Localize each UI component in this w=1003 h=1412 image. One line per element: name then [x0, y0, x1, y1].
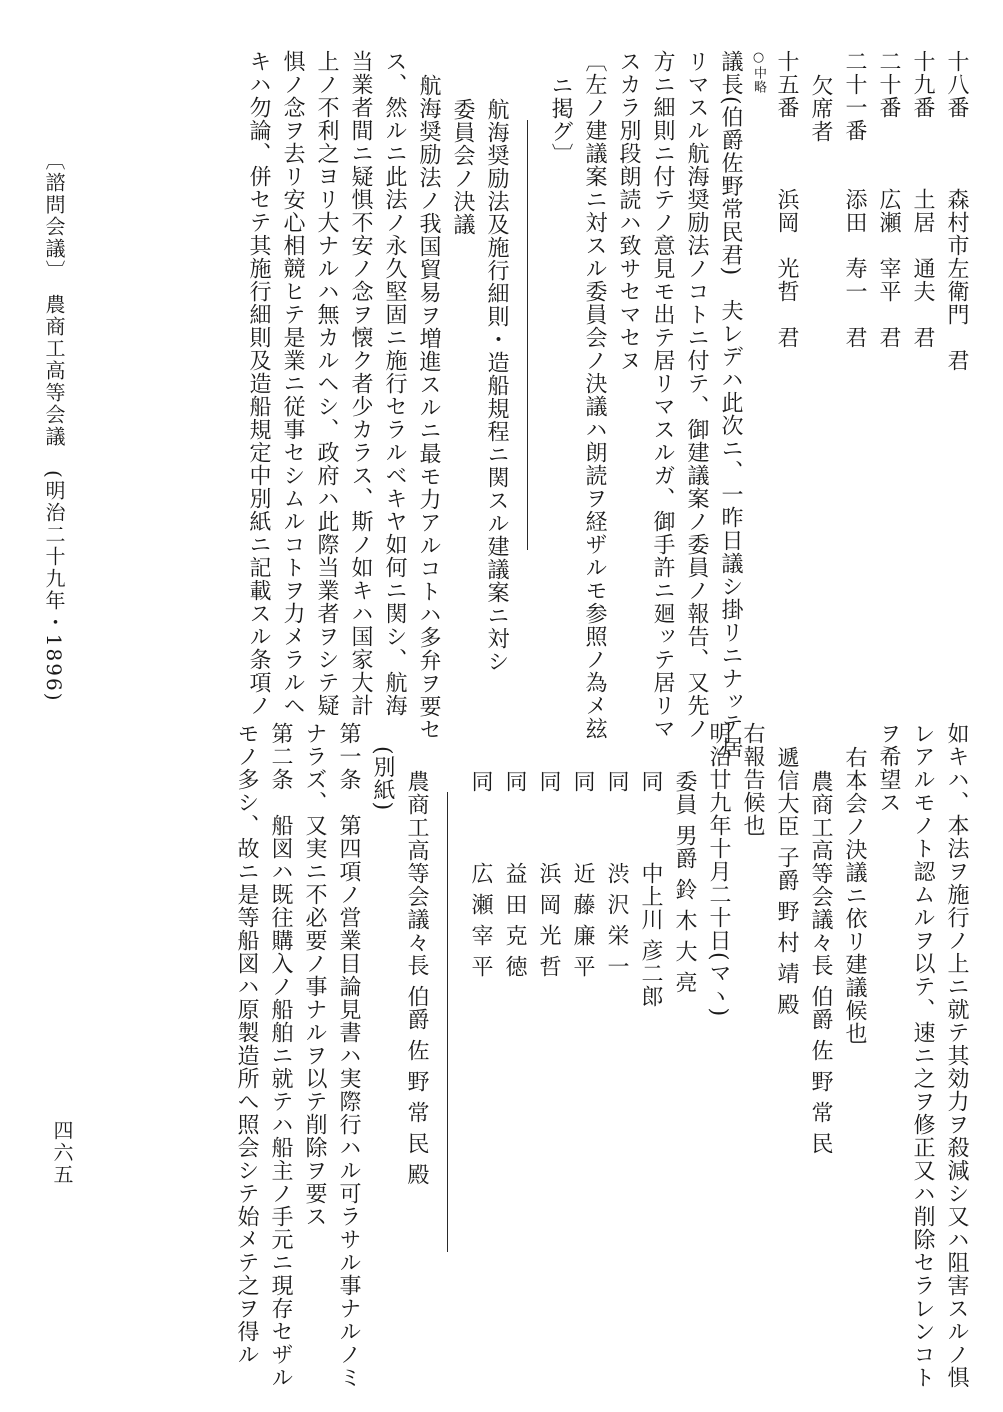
addressee-line: 遞信大臣 子爵 野 村 靖 殿 — [774, 746, 799, 1016]
page-number: 四六五 — [50, 1120, 74, 1186]
omission-note: ○中略 — [751, 50, 766, 94]
resolution-body-line: 上ノ不利之ヨリ大ナルハ無カルヘシ、政府ハ此際当業者ヲシテ疑 — [314, 50, 339, 717]
article-line: モノ多シ、故ニ是等船図ハ原製造所へ照会シテ始メテ之ヲ得ル — [234, 722, 259, 1366]
signatory-line: 農商工高等会議々長 伯爵 佐 野 常 民 — [808, 770, 833, 1155]
committee-member: 委員 男爵 鈴 木 大 亮 — [672, 770, 697, 994]
committee-member: 同 広 瀬 宰 平 — [468, 770, 493, 978]
absentee-line: 十五番 浜岡 光哲 君 — [774, 50, 799, 349]
chair-speech-line: 方ニ細則ニ付テノ意見モ出テ居リマスルガ、御手許ニ廻ッテ居リマ — [650, 50, 675, 740]
report-line: 右報告候也 — [740, 722, 765, 837]
resolution-title: 航海奨励法及施行細則・造船規程ニ関スル建議案ニ対シ — [484, 98, 509, 673]
attendee-line: 二十番 広瀬 宰平 君 — [876, 50, 901, 349]
lower-text-block — [30, 722, 973, 1389]
attendee-line: 十九番 土居 通夫 君 — [910, 50, 935, 349]
attendee-line: 十八番 森村市左衛門 君 — [944, 50, 969, 372]
date-line: 明治廿九年十月二十日(マヽ) — [706, 722, 731, 1018]
editorial-note: 〔左ノ建議案ニ対スル委員会ノ決議ハ朗読ヲ経ザルモ参照ノ為メ玆 — [582, 50, 607, 740]
running-header: 〔諮問会議〕 農商工高等会議 (明治二十九年・1896) — [42, 150, 66, 703]
resolution-body-line: レアルモノト認ムルヲ以テ、速ニ之ヲ修正又ハ削除セラレンコト — [910, 722, 935, 1389]
resolution-body-line: 航海奨励法ノ我国貿易ヲ増進スルニ最モ力アルコトハ多弁ヲ要セ — [416, 74, 441, 741]
resolution-body-line: ス、然ルニ此法ノ永久堅固ニ施行セラルベキヤ如何ニ関シ、航海 — [382, 50, 407, 717]
resolution-body-line: キハ勿論、併セテ其施行細則及造船規定中別紙ニ記載スル条項ノ — [246, 50, 271, 717]
upper-text-block — [30, 50, 973, 760]
committee-member: 同 近 藤 廉 平 — [570, 770, 595, 978]
submission-line: 右本会ノ決議ニ依リ建議候也 — [842, 746, 867, 1045]
committee-member: 同 浜 岡 光 哲 — [536, 770, 561, 978]
attendee-line: 二十一番 添田 寿一 君 — [842, 50, 867, 349]
committee-member: 同 中上川 彦二郎 — [638, 770, 663, 1008]
article-line: ナラズ、又実ニ不必要ノ事ナルヲ以テ削除ヲ要ス — [302, 722, 327, 1228]
article-line: 第二条 船図ハ既往購入ノ船舶ニ就テハ船主ノ手元ニ現存セザル — [268, 722, 293, 1389]
chair-speech-line: リマスル航海奨励法ノコトニ付テ、御建議案ノ委員ノ報告、又先ノ — [684, 50, 709, 740]
editorial-note: ニ掲グ〕 — [548, 74, 573, 166]
resolution-body-line: 当業者間ニ疑惧不安ノ念ヲ懐ク者少カラス、斯ノ如キハ国家大計 — [348, 50, 373, 717]
resolution-subtitle: 委員会ノ決議 — [450, 98, 475, 236]
chair-speech-line: 議長(伯爵佐野常民君) 夫レデハ此次ニ、一昨日議シ掛リニナッテ居 — [718, 50, 743, 760]
attachment-label: (別紙) — [370, 746, 395, 812]
resolution-body-line: ヲ希望ス — [876, 722, 901, 814]
section-divider — [513, 50, 543, 610]
committee-member: 同 渋 沢 栄 一 — [604, 770, 629, 978]
resolution-body-line: 如キハ、本法ヲ施行ノ上ニ就テ其効力ヲ殺減シ又ハ阻害スルノ惧 — [944, 722, 969, 1389]
resolution-body-line: 惧ノ念ヲ去リ安心相競ヒテ是業ニ従事セシムルコトヲ力メラルヘ — [280, 50, 305, 717]
article-line: 第一条 第四項ノ営業目論見書ハ実際行ハル可ラサル事ナルノミ — [336, 722, 361, 1389]
committee-member: 同 益 田 克 徳 — [502, 770, 527, 978]
absentee-heading: 欠席者 — [808, 74, 833, 143]
section-divider — [433, 722, 463, 1312]
chair-speech-line: スカラ別段朗読ハ致サセマセヌ — [616, 50, 641, 372]
addressee-line: 農商工高等会議々長 伯爵 佐 野 常 民 殿 — [404, 770, 429, 1186]
